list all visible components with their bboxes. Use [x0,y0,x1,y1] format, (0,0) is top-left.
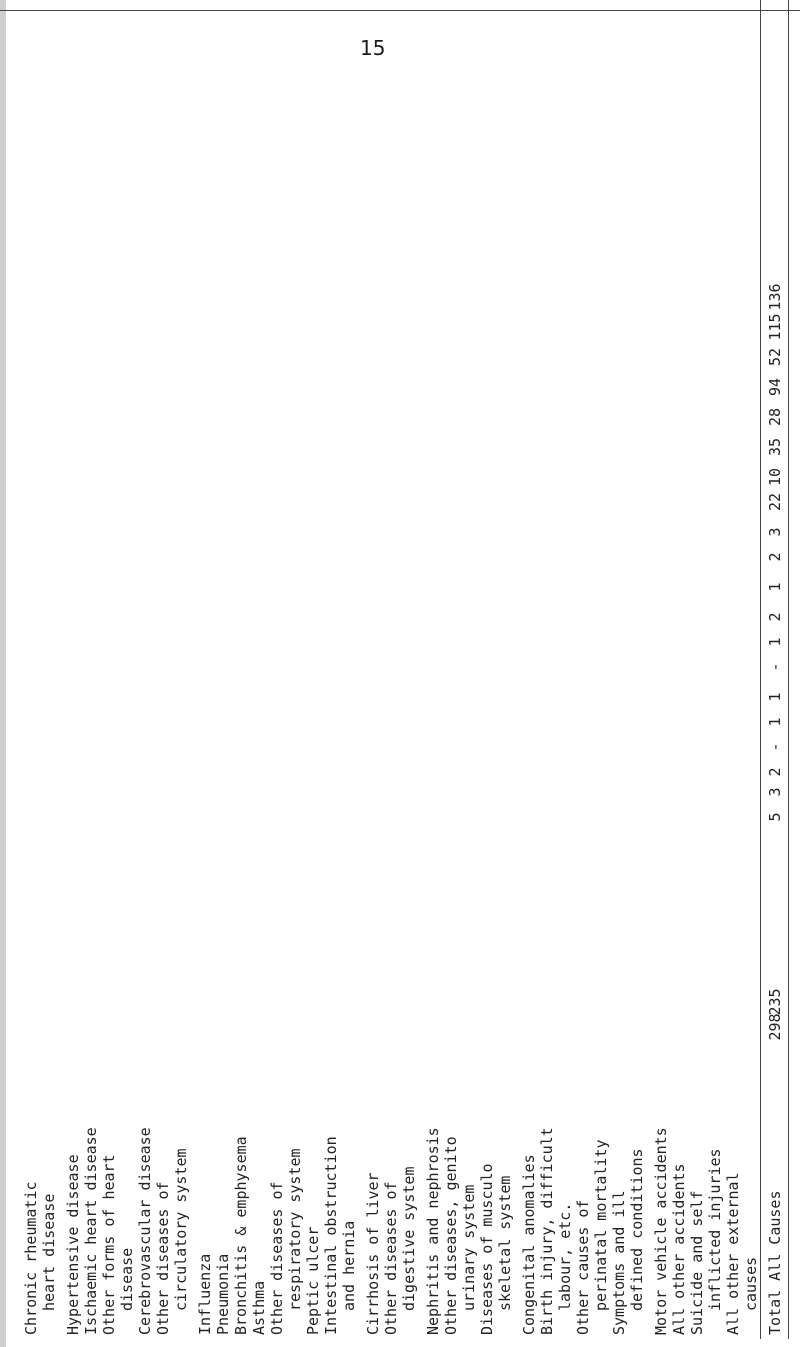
row-label: Chronic rheumatic [22,1181,40,1335]
row-label: urinary system [460,1184,478,1311]
total-value: 3 [766,787,784,797]
total-value: 1 [766,692,784,702]
row-label: respiratory system [286,1148,304,1311]
row-label: Cirrhosis of liver [364,1172,382,1335]
row-label: skeletal system [496,1175,514,1311]
total-value: 298 [766,1013,784,1041]
row-label: Nephritis and nephrosis [424,1127,442,1335]
table-row [398,0,420,1347]
total-top-rule [760,0,761,1339]
table-row [170,0,192,1347]
row-label: heart disease [40,1193,58,1311]
row-label: Pneumonia [214,1253,232,1335]
total-value: 52 [766,347,784,367]
total-bottom-rule [788,0,789,1339]
row-label: Bronchitis & emphysema [232,1136,250,1335]
total-value: 2 [766,612,784,622]
row-label: Hypertensive disease [64,1154,82,1335]
row-label: causes [742,1256,760,1311]
table-row [494,0,516,1347]
row-label: Ischaemic heart disease [82,1127,100,1335]
table-row [38,0,60,1347]
row-label: disease [118,1247,136,1311]
total-value: 94 [766,377,784,397]
row-label: and hernia [340,1220,358,1311]
row-label: digestive system [400,1166,418,1311]
row-label: All other accidents [670,1163,688,1335]
total-value: 1 [766,637,784,647]
row-label: Symptoms and ill [610,1190,628,1335]
total-value: 1 [766,717,784,727]
row-label: Congenital anomalies [520,1154,538,1335]
row-label: Motor vehicle accidents [652,1127,670,1335]
total-value: - [766,662,784,672]
total-value: 22 [766,492,784,512]
total-value: 5 [766,812,784,822]
row-label: Diseases of musculo [478,1163,496,1335]
total-value: 10 [766,467,784,487]
table-row [764,0,786,1347]
row-label: Suicide and self [688,1190,706,1335]
row-label: Other causes of [574,1199,592,1335]
row-label: Other forms of heart [100,1154,118,1335]
total-value: 35 [766,437,784,457]
total-value: 136 [766,283,784,311]
row-label: Intestinal obstruction [322,1136,340,1335]
page-number: 15 [360,36,386,60]
row-label: Other diseases of [382,1181,400,1335]
row-label: Other diseases, genito [442,1136,460,1335]
total-value: - [766,742,784,752]
row-label: Cerebrovascular disease [136,1127,154,1335]
total-value: 2 [766,552,784,562]
row-label: inflicted injuries [706,1148,724,1311]
row-label: perinatal mortality [592,1139,610,1311]
row-label: Other diseases of [154,1181,172,1335]
row-label: defined conditions [628,1148,646,1311]
total-value: 3 [766,527,784,537]
row-label: All other external [724,1172,742,1335]
row-label: Birth injury, difficult [538,1127,556,1335]
total-value: 1 [766,582,784,592]
table-row [626,0,648,1347]
row-label: Total All Causes [766,1190,784,1335]
table-row [740,0,762,1347]
row-label: Asthma [250,1280,268,1335]
total-value: 235 [766,988,784,1016]
total-value: 115 [766,313,784,341]
row-label: Peptic ulcer [304,1226,322,1335]
row-label: labour, etc. [556,1202,574,1311]
total-value: 28 [766,407,784,427]
row-label: Other diseases of [268,1181,286,1335]
row-label: Influenza [196,1253,214,1335]
table-row [338,0,360,1347]
total-value: 2 [766,767,784,777]
row-label: circulatory system [172,1148,190,1311]
